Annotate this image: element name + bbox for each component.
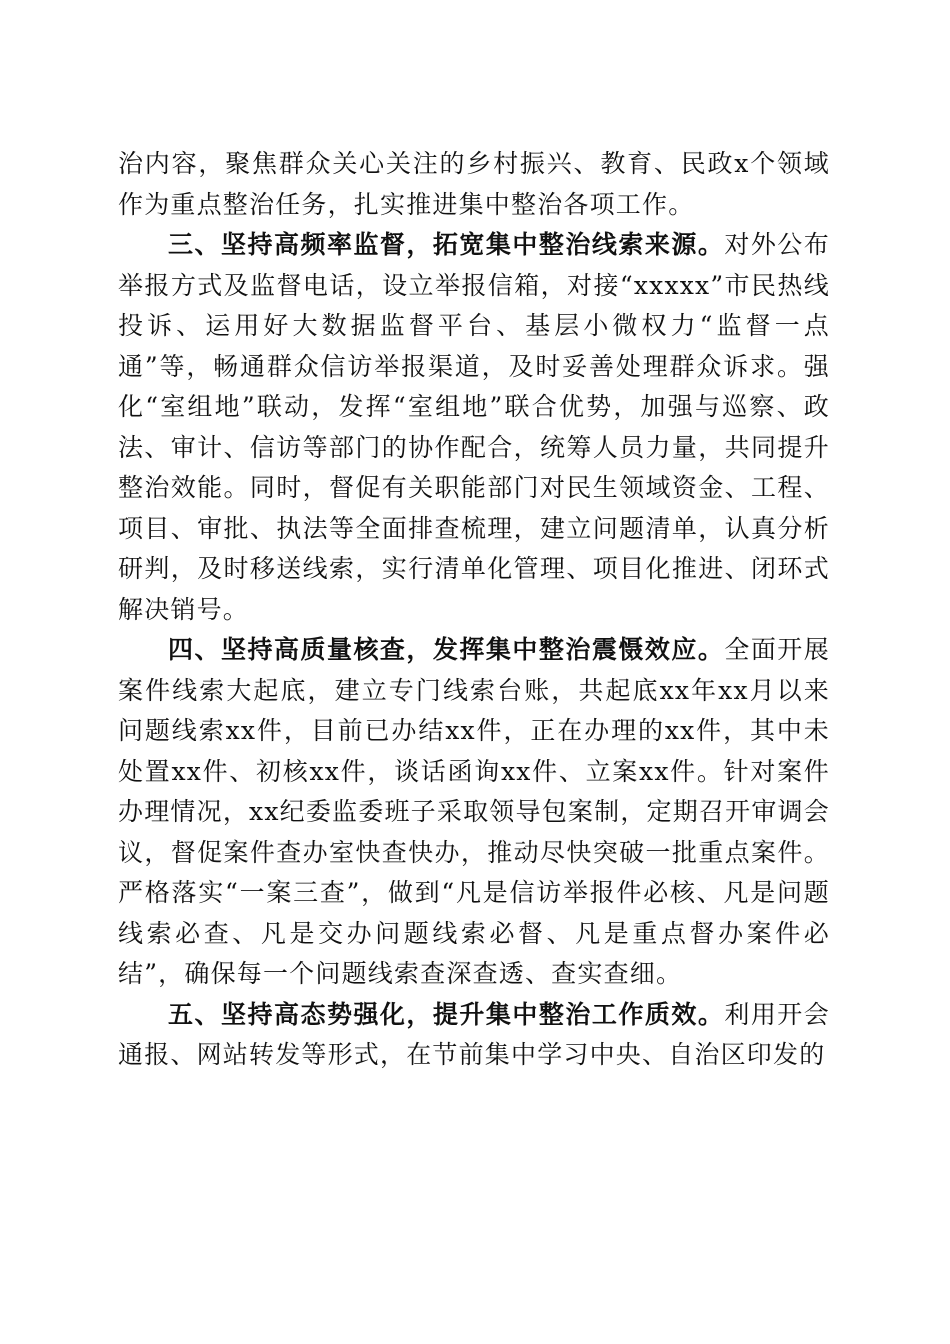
paragraph-section-5 bbox=[118, 995, 830, 1076]
paragraph-section-3 bbox=[118, 225, 830, 630]
section-4-text: 全面开展案件线索大起底，建立专门线索台账，共起底xx年xx月以来问题线索xx件，目前已办结xx件，正在办理的xx件，其中未处置xx件、初核xx件，谈话函询xx件、立案xx件。针对案件办理情况，xx纪委监委班子采取领导包案制，定期召开审调会议，督促案件查办室快查快办，推动尽快突破一批重点案件。严格落实“一案三查”，做到“凡是信访举报件必核、凡是问题线索必查、凡是交办问题线索必督、凡是重点督办案件必结”，确保每一个问题线索查深查透、查实查细。 bbox=[118, 635, 831, 988]
section-5-heading: 五、坚持高态势强化，提升集中整治工作质效。 bbox=[168, 999, 725, 1029]
section-4-heading: 四、坚持高质量核查，发挥集中整治震慑效应。 bbox=[168, 635, 725, 664]
paragraph-text: 治内容，聚焦群众关心关注的乡村振兴、教育、民政x个领域作为重点整治任务，扎实推进集中整治各项工作。 bbox=[118, 149, 830, 219]
section-3-text: 对外公布举报方式及监督电话，设立举报信箱，对接“xxxxx”市民热线投诉、运用好大数据监督平台、基层小微权力“监督一点通”等，畅通群众信访举报渠道，及时妥善处理群众诉求。强化“室组地”联动，发挥“室组地”联合优势，加强与巡察、政法、审计、信访等部门的协作配合，统筹人员力量，共同提升整治效能。同时，督促有关职能部门对民生领域资金、工程、项目、审批、执法等全面排查梳理，建立问题清单，认真分析研判，及时移送线索，实行清单化管理、项目化推进、闭环式解决销号。 bbox=[118, 230, 831, 624]
paragraph-section-4 bbox=[118, 630, 830, 995]
section-5-text: 利用开会通报、网站转发等形式，在节前集中学习中央、自治区印发的 bbox=[118, 999, 831, 1069]
paragraph-continuation bbox=[118, 144, 830, 225]
section-3-heading: 三、坚持高频率监督，拓宽集中整治线索来源。 bbox=[168, 230, 725, 259]
document-body bbox=[118, 144, 830, 1076]
